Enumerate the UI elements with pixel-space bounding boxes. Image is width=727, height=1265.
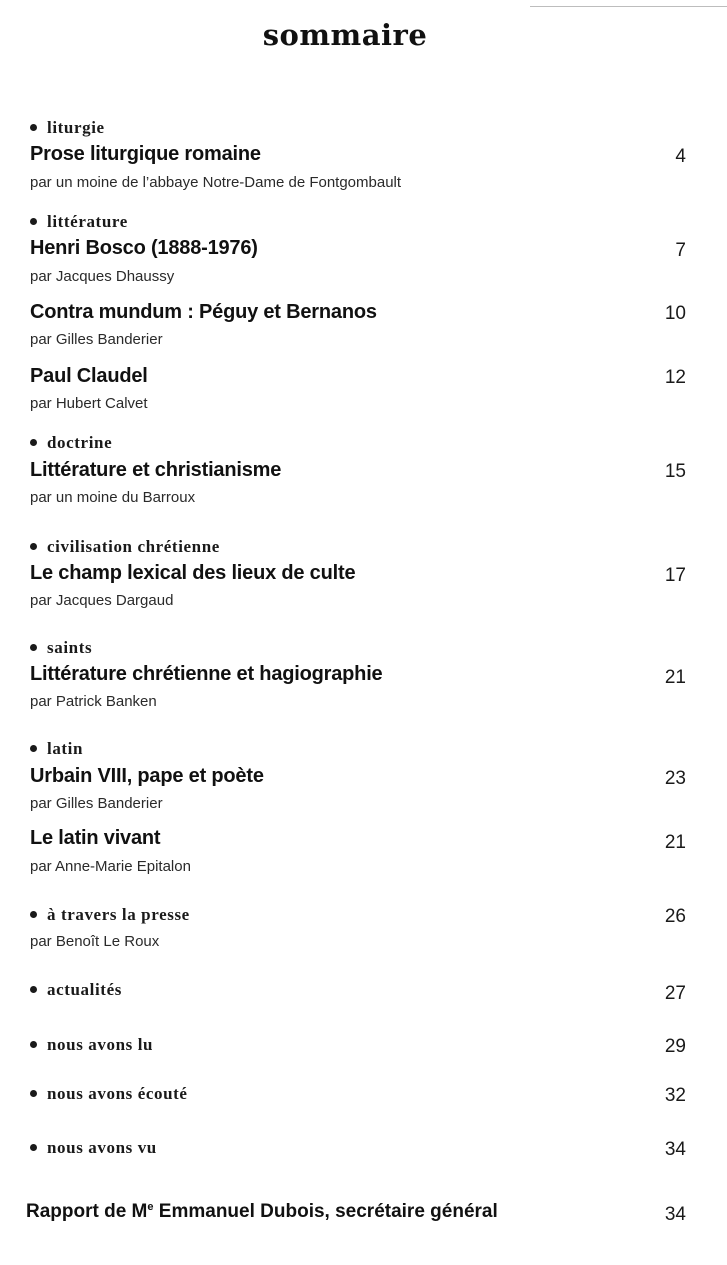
article-author: par Jacques Dargaud xyxy=(30,592,174,609)
page-number[interactable]: 10 xyxy=(664,303,686,324)
article-title[interactable]: Littérature et christianisme xyxy=(30,459,282,481)
section-label: doctrine xyxy=(47,433,113,452)
section-heading-litterature xyxy=(30,212,128,232)
article-author: par un moine du Barroux xyxy=(30,489,196,506)
article-author: par Benoît Le Roux xyxy=(30,933,160,950)
article-title[interactable]: Prose liturgique romaine xyxy=(30,143,261,165)
section-heading-saints xyxy=(30,638,92,658)
bullet-icon xyxy=(30,911,37,918)
report-prefix: Rapport de M xyxy=(26,1201,148,1222)
article-title[interactable]: Urbain VIII, pape et poète xyxy=(30,765,264,787)
page-number[interactable]: 29 xyxy=(664,1036,686,1057)
bullet-icon xyxy=(30,1144,37,1151)
page-number[interactable]: 21 xyxy=(664,667,686,688)
section-heading-nous-avons-ecoute[interactable] xyxy=(30,1084,188,1104)
bullet-icon xyxy=(30,218,37,225)
section-heading-liturgie xyxy=(30,118,105,138)
section-label: nous avons lu xyxy=(47,1035,154,1054)
article-title[interactable]: Le latin vivant xyxy=(30,827,161,849)
page-number[interactable]: 7 xyxy=(675,240,686,261)
section-heading-nous-avons-vu[interactable] xyxy=(30,1138,157,1158)
page-number[interactable]: 23 xyxy=(664,768,686,789)
section-heading-doctrine xyxy=(30,433,112,453)
section-heading-nous-avons-lu[interactable] xyxy=(30,1035,153,1055)
article-title[interactable]: Paul Claudel xyxy=(30,365,148,387)
article-author: par Gilles Banderier xyxy=(30,331,163,348)
bullet-icon xyxy=(30,543,37,550)
page-number[interactable]: 4 xyxy=(675,146,686,167)
article-author: par Jacques Dhaussy xyxy=(30,268,175,285)
report-suffix: Emmanuel Dubois, secrétaire général xyxy=(153,1201,498,1222)
bullet-icon xyxy=(30,1041,37,1048)
article-author: par Anne-Marie Epitalon xyxy=(30,858,191,875)
section-label: littérature xyxy=(47,212,128,231)
section-heading-actualites[interactable] xyxy=(30,980,122,1000)
bullet-icon xyxy=(30,124,37,131)
bullet-icon xyxy=(30,439,37,446)
article-author: par Hubert Calvet xyxy=(30,395,148,412)
page-number[interactable]: 27 xyxy=(664,983,686,1004)
bullet-icon xyxy=(30,745,37,752)
bullet-icon xyxy=(30,644,37,651)
article-author: par un moine de l’abbaye Notre-Dame de Fontgombault xyxy=(30,174,402,191)
bullet-icon xyxy=(30,986,37,993)
section-heading-civilisation xyxy=(30,537,220,557)
page-number[interactable]: 32 xyxy=(664,1085,686,1106)
article-title[interactable]: Contra mundum : Péguy et Bernanos xyxy=(30,301,377,323)
page-title: sommaire xyxy=(262,18,428,52)
article-author: par Gilles Banderier xyxy=(30,795,163,812)
page-number[interactable]: 34 xyxy=(664,1139,686,1160)
article-title[interactable]: Littérature chrétienne et hagiographie xyxy=(30,663,383,685)
article-title[interactable]: Henri Bosco (1888-1976) xyxy=(30,237,258,259)
page-number[interactable]: 34 xyxy=(664,1204,686,1225)
section-label: latin xyxy=(47,739,84,758)
section-heading-latin xyxy=(30,739,83,759)
section-label: à travers la presse xyxy=(47,905,190,924)
section-label: nous avons vu xyxy=(47,1138,157,1157)
section-label: actualités xyxy=(47,980,122,999)
section-heading-presse[interactable] xyxy=(30,905,190,925)
article-author: par Patrick Banken xyxy=(30,693,157,710)
article-title[interactable]: Le champ lexical des lieux de culte xyxy=(30,562,356,584)
section-label: saints xyxy=(47,638,93,657)
page-number[interactable]: 26 xyxy=(664,906,686,927)
section-label: liturgie xyxy=(47,118,105,137)
section-label: civilisation chrétienne xyxy=(47,537,220,556)
page-number[interactable]: 12 xyxy=(664,367,686,388)
page-number[interactable]: 21 xyxy=(664,832,686,853)
top-edge-line xyxy=(530,6,727,7)
page-number[interactable]: 15 xyxy=(664,461,686,482)
report-title[interactable] xyxy=(26,1201,498,1223)
section-label: nous avons écouté xyxy=(47,1084,188,1103)
bullet-icon xyxy=(30,1090,37,1097)
report-superscript: e xyxy=(147,1201,154,1213)
page-number[interactable]: 17 xyxy=(664,565,686,586)
